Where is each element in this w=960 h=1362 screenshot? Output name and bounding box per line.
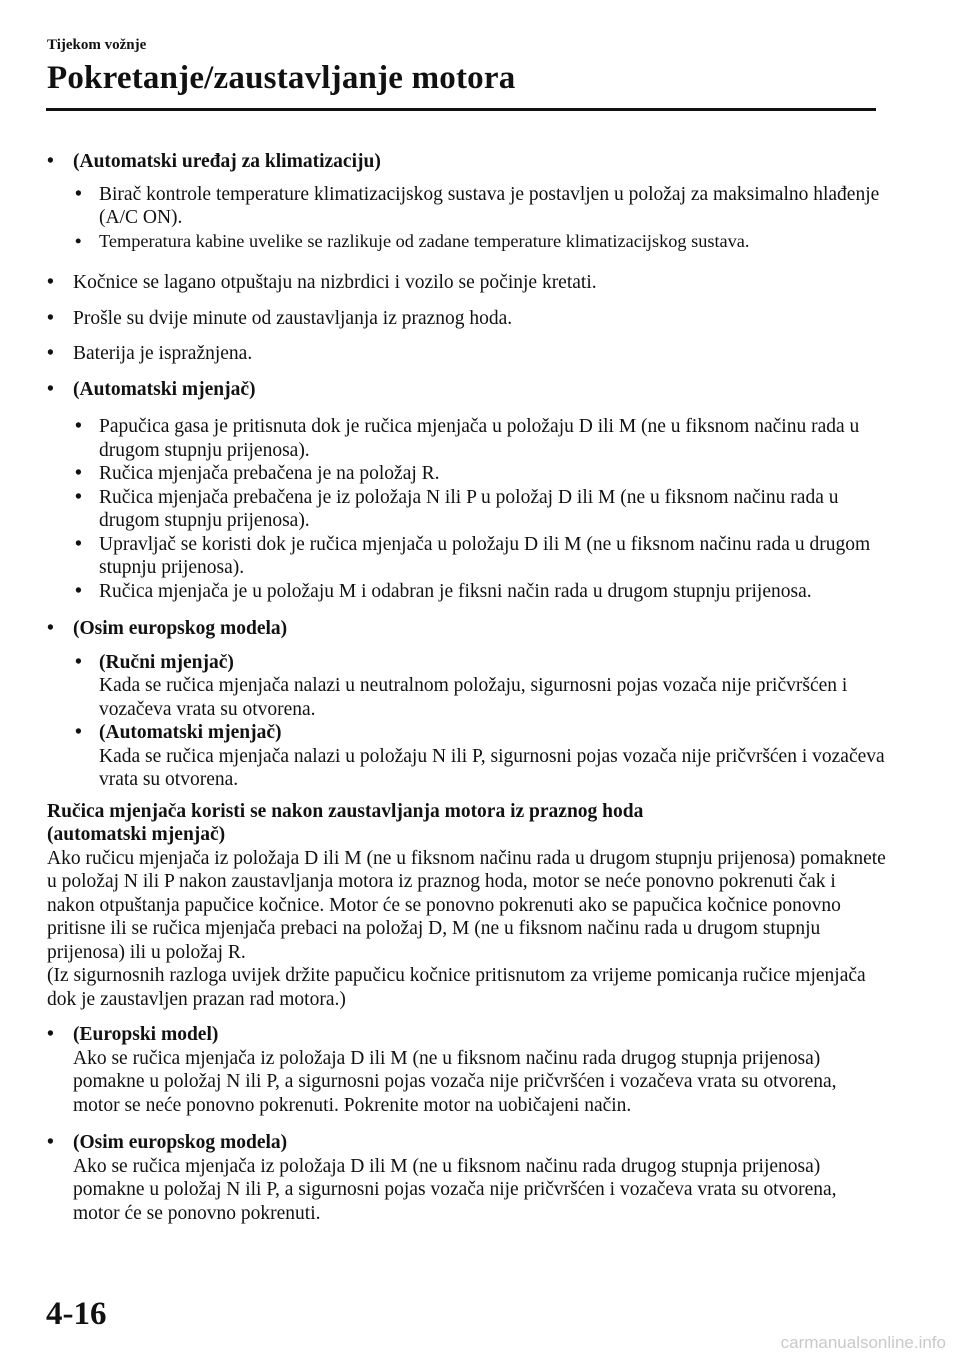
bullet-label: (Europski model) [73, 1024, 219, 1045]
bullet-dot: • [47, 272, 54, 293]
bullet-dot: • [47, 151, 54, 172]
sub-item [73, 721, 887, 792]
sub-bullet-dot: • [75, 580, 82, 602]
page-title: Pokretanje/zaustavljanje motora [47, 60, 516, 96]
sub-bullet-dot: • [75, 416, 82, 437]
page-number: 4-16 [46, 1296, 107, 1332]
watermark: carmanualsonline.info [780, 1333, 946, 1352]
bullet-label: (Automatski mjenjač) [73, 378, 256, 400]
section-heading-line: Ručica mjenjača koristi se nakon zaustavljanja motora iz praznog hoda [47, 800, 644, 822]
sub-item [73, 183, 887, 230]
bullet-text: Ako se ručica mjenjača iz položaja D ili M (ne u fiksnom načinu rada drugog stupnja prijenosa) pomakne u položaj N ili P, a sigurnosni pojas vozača nije pričvršćen i vozačeva vrata su otvorena, motor se neće ponovno pokrenuti. Pokrenite motor na uobičajeni način. [73, 1047, 837, 1116]
sub-bullet-dot: • [75, 183, 82, 205]
title-rule [46, 108, 876, 111]
sub-item [73, 533, 887, 580]
sub-item-text: Upravljač se koristi dok je ručica mjenjača u položaju D ili M (ne u fiksnom načinu rada u drugom stupnju prijenosa). [99, 533, 871, 578]
bullet-dot: • [47, 1132, 54, 1153]
sub-item [73, 462, 887, 486]
sub-item [73, 580, 887, 604]
bullet-dot: • [47, 307, 54, 329]
bullet-item [47, 271, 887, 295]
sub-item-text: Ručica mjenjača prebačena je na položaj R. [99, 463, 440, 484]
bullet-item [47, 617, 887, 792]
sub-bullet-dot: • [75, 651, 82, 673]
bullet-item [47, 378, 887, 604]
sub-bullet-dot: • [75, 486, 82, 508]
bullet-label: (Osim europskog modela) [73, 1132, 288, 1153]
bullet-text: Ako se ručica mjenjača iz položaja D ili M (ne u fiksnom načinu rada drugog stupnja prijenosa) pomakne u položaj N ili P, a sigurnosni pojas vozača nije pričvršćen i vozačeva vrata su otvorena, motor će se ponovno pokrenuti. [73, 1155, 837, 1224]
section-heading-line: (automatski mjenjač) [47, 824, 226, 845]
bullet-item [47, 150, 887, 253]
sub-bullet-dot: • [75, 463, 82, 484]
sub-item-text: Ručica mjenjača je u položaju M i odabran je fiksni način rada u drugom stupnju prijenosa. [99, 580, 812, 602]
bullet-dot: • [47, 618, 54, 639]
sub-item-text: Kada se ručica mjenjača nalazi u položaju N ili P, sigurnosni pojas vozača nije pričvršćen i vozačeva vrata su otvorena. [99, 745, 885, 790]
section-label: Tijekom vožnje [47, 37, 147, 53]
bullet-dot: • [47, 1024, 54, 1045]
sub-list [73, 651, 887, 792]
bullet-dot: • [47, 378, 54, 400]
sub-item [73, 651, 887, 722]
section-heading [47, 800, 887, 847]
page-content [47, 150, 887, 1233]
sub-item-text: Ručica mjenjača prebačena je iz položaja N ili P u položaj D ili M (ne u fiksnom načinu rada u drugom stupnju prijenosa). [99, 486, 839, 531]
bullet-label: Prošle su dvije minute od zaustavljanja iz praznog hoda. [73, 307, 513, 329]
bullet-item [47, 342, 887, 366]
bullet-label: Kočnice se lagano otpuštaju na nizbrdici i vozilo se počinje kretati. [73, 272, 597, 293]
bullet-dot: • [47, 343, 54, 364]
sub-item-text: Kada se ručica mjenjača nalazi u neutralnom položaju, sigurnosni pojas vozača nije pričvršćen i vozačeva vrata su otvorena. [99, 675, 848, 720]
sub-list [73, 415, 887, 603]
section-paragraph: Ako ručicu mjenjača iz položaja D ili M (ne u fiksnom načinu rada u drugom stupnju prijenosa) pomaknete u položaj N ili P nakon zaustavljanja motora iz praznog hoda, motor se neće ponovno pokrenuti čak i nakon otpuštanja papučice kočnice. Motor će se ponovno pokrenuti ako se papučica kočnice ponovno pritisne ili se ručica mjenjača prebaci na položaj D, M (ne u fiksnom načinu rada u drugom stupnju prijenosa) ili u položaj R. [47, 847, 886, 963]
bullet-label: (Automatski uređaj za klimatizaciju) [73, 151, 381, 172]
bullet-label: (Osim europskog modela) [73, 618, 288, 639]
sub-item [73, 415, 887, 462]
sub-item-title: (Automatski mjenjač) [99, 722, 282, 743]
sub-list [73, 183, 887, 254]
sub-bullet-dot: • [75, 230, 82, 251]
sub-item-text: Birač kontrole temperature klimatizacijskog sustava je postavljen u položaj za maksimalno hlađenje (A/C ON). [99, 183, 880, 228]
sub-bullet-dot: • [75, 533, 82, 555]
section-note: (Iz sigurnosnih razloga uvijek držite papučicu kočnice pritisnutom za vrijeme pomicanja ručice mjenjača dok je zaustavljen prazan rad motora.) [47, 965, 866, 1010]
sub-item [73, 230, 887, 254]
bullet-item [47, 1023, 887, 1117]
bullet-item [47, 307, 887, 331]
sub-item-text: Temperatura kabine uvelike se razlikuje od zadane temperature klimatizacijskog sustava. [99, 230, 750, 251]
sub-bullet-dot: • [75, 722, 82, 743]
sub-item-text: Papučica gasa je pritisnuta dok je ručica mjenjača u položaju D ili M (ne u fiksnom načinu rada u drugom stupnju prijenosa). [99, 416, 860, 461]
sub-item-title: (Ručni mjenjač) [99, 651, 234, 673]
sub-item [73, 486, 887, 533]
bullet-item [47, 1131, 887, 1225]
bullet-label: Baterija je ispražnjena. [73, 343, 253, 364]
